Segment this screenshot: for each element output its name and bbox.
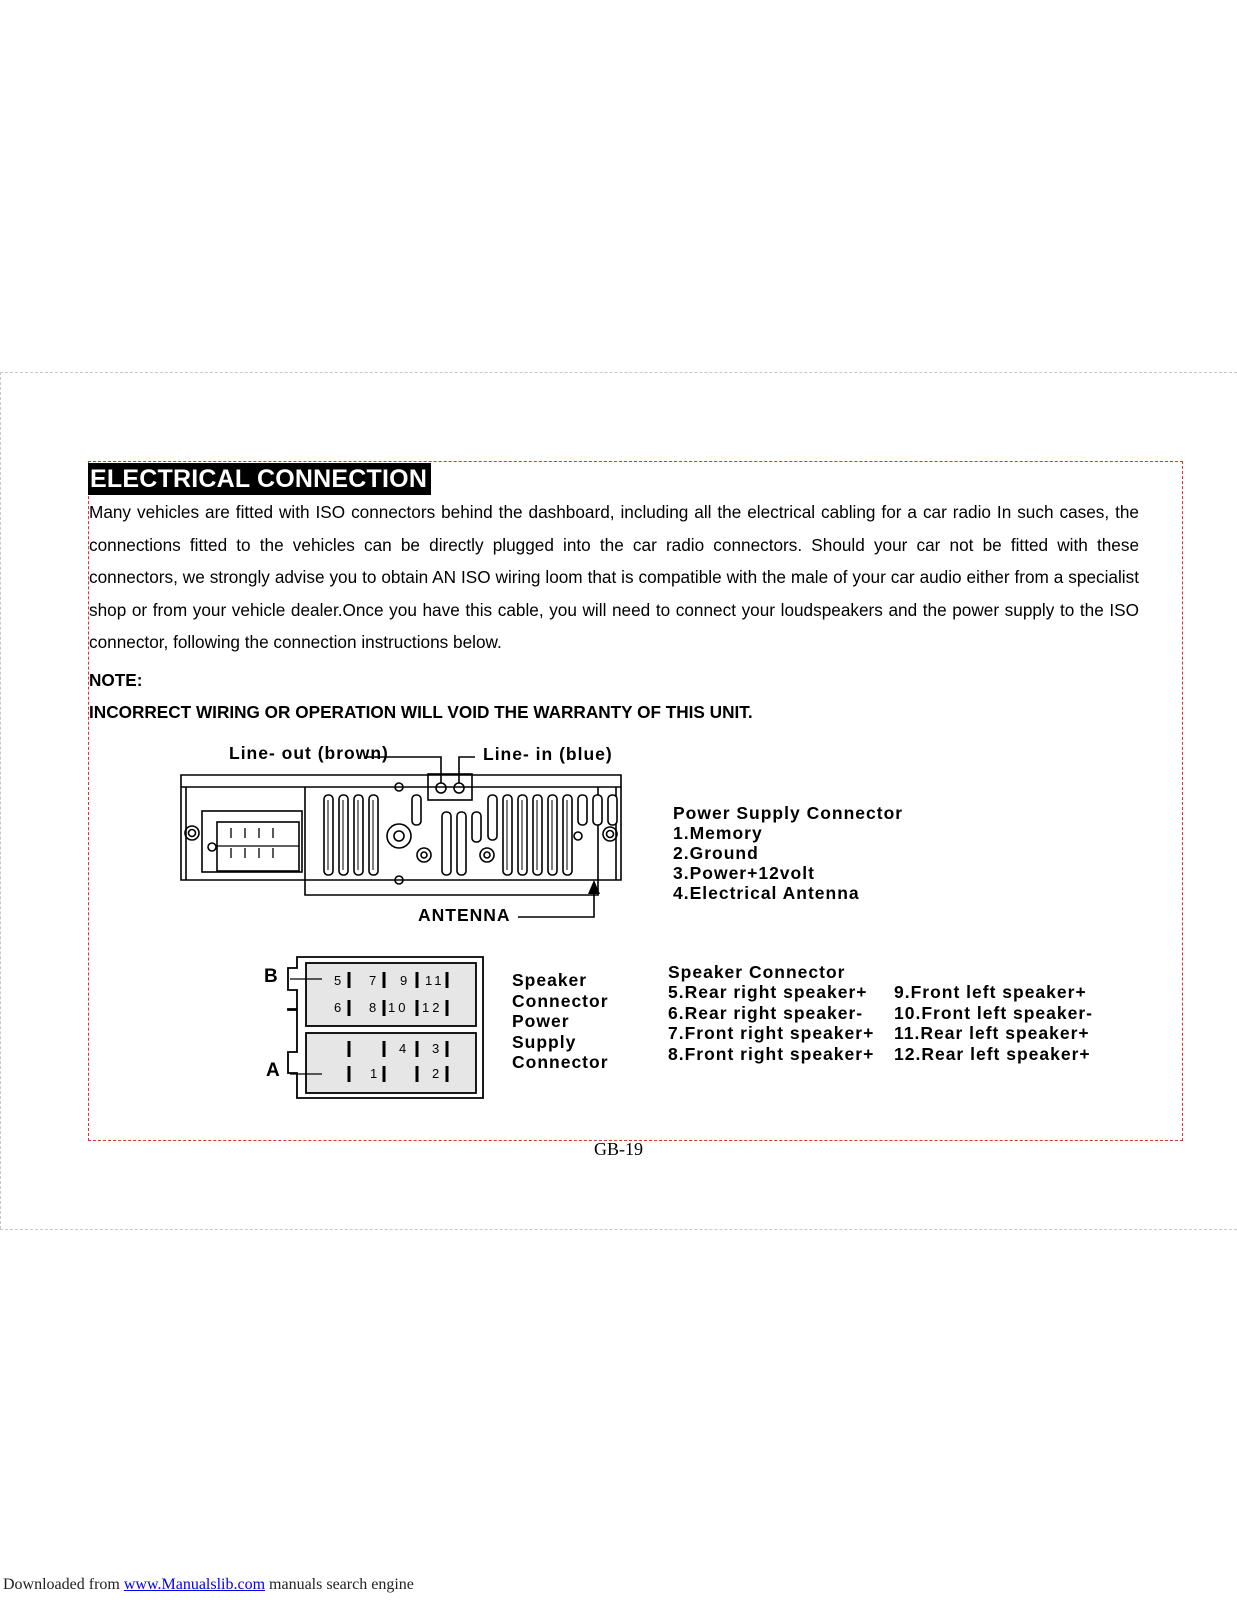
speaker-connector-title: Speaker Connector [668,962,846,982]
pin-number: 3 [432,1041,443,1056]
caption-line: Power [512,1011,570,1031]
caption-line: Connector [512,1052,609,1072]
caption-line: Speaker [512,970,588,990]
pin-number: 4 [399,1041,410,1056]
iso-label-a: A [266,1060,280,1081]
list-item: 9.Front left speaker+ [894,982,1087,1002]
page-number: GB-19 [594,1139,643,1159]
pin-number: 2 [432,1066,443,1081]
pin-number: 11 [425,973,445,988]
power-supply-title: Power Supply Connector [673,803,904,823]
pin-number: 7 [369,973,380,988]
speaker-connector-list [668,982,1093,1064]
warranty-warning: INCORRECT WIRING OR OPERATION WILL VOID THE WARRANTY OF THIS UNIT. [89,702,753,722]
pin-number: 5 [334,973,345,988]
line-in-label: Line- in (blue) [483,744,613,764]
pin-number: 8 [369,1000,380,1015]
iso-label-b: B [264,966,278,987]
list-item: 5.Rear right speaker+ [668,982,868,1002]
list-item: 8.Front right speaker+ [668,1043,875,1064]
list-item: 7.Front right speaker+ [668,1023,875,1043]
section-title: ELECTRICAL CONNECTION [88,463,431,495]
caption-line: Connector [512,990,609,1011]
list-item: 4.Electrical Antenna [673,883,860,903]
list-item: 11.Rear left speaker+ [894,1023,1090,1043]
power-supply-list [673,823,860,903]
pin-number: 1 [370,1066,381,1081]
pin-number: 10 [388,1000,409,1015]
footer-prefix: Downloaded from [3,1576,120,1593]
pin-number: 6 [334,1000,345,1015]
iso-connector-caption [512,970,609,1073]
antenna-label: ANTENNA [418,905,511,925]
rear-panel-fins [324,795,617,875]
download-footer [3,1576,414,1594]
rear-panel-left-pins [217,828,299,858]
list-item: 6.Rear right speaker- [668,1002,864,1023]
line-out-label: Line- out (brown) [229,743,389,763]
pin-number: 9 [400,973,411,988]
list-item: 3.Power+12volt [673,863,815,883]
caption-line: Supply [512,1031,577,1052]
footer-suffix: manuals search engine [269,1576,414,1593]
list-item: 12.Rear left speaker+ [894,1043,1091,1064]
list-item: 2.Ground [673,843,759,863]
pin-number: 12 [422,1000,443,1015]
manualslib-link[interactable]: www.Manualslib.com [123,1576,266,1593]
note-label: NOTE: [89,670,143,690]
list-item: 1.Memory [673,823,763,843]
list-item: 10.Front left speaker- [894,1002,1093,1023]
intro-paragraph: Many vehicles are fitted with ISO connectors behind the dashboard, including all the electrical cabling for a car radio In such cases, the connections fitted to the vehicles can be directly plugged into the car radio connectors. Should your car not be fitted with these connectors, we strongly advise you to obtain AN ISO wiring loom that is compatible with the male of your car audio either from a specialist shop or from your vehicle dealer.Once you have this cable, you will need to connect your loudspeakers and the power supply to the ISO connector, following the connection instructions below. [89,502,1139,653]
